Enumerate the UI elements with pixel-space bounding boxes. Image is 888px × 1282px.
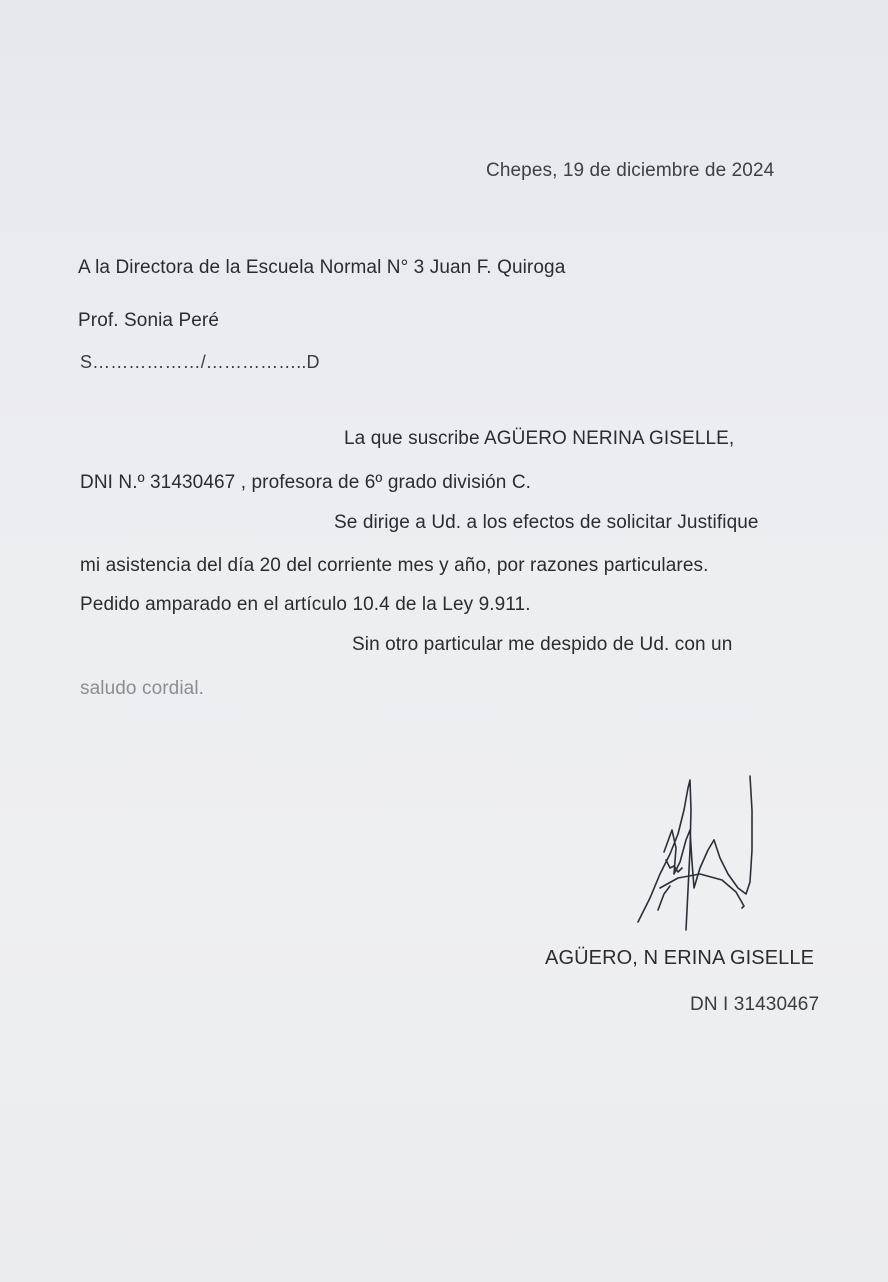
closing-line-2: saludo cordial. (80, 678, 205, 699)
signature-name: AGÜERO, N ERINA GISELLE (545, 947, 815, 969)
recipient-line-2: Prof. Sonia Peré (78, 310, 220, 331)
body-paragraph-2-line-1: Se dirige a Ud. a los efectos de solicitar Justifique (334, 512, 759, 533)
body-paragraph-1-line-2: DNI N.º 31430467 , profesora de 6º grado división C. (80, 472, 532, 493)
body-paragraph-2-line-2: mi asistencia del día 20 del corriente mes y año, por razones particulares. (80, 555, 709, 576)
recipient-line-3: S………………/……………..D (80, 352, 320, 372)
date-line: Chepes, 19 de diciembre de 2024 (486, 160, 775, 181)
body-paragraph-1-line-1: La que suscribe AGÜERO NERINA GISELLE, (344, 428, 735, 449)
recipient-line-1: A la Directora de la Escuela Normal N° 3 Juan F. Quiroga (78, 257, 566, 278)
body-paragraph-2-line-3: Pedido amparado en el artículo 10.4 de la Ley 9.911. (80, 594, 531, 615)
signature-dni: DN I 31430467 (690, 994, 820, 1015)
closing-line-1: Sin otro particular me despido de Ud. con un (352, 634, 733, 655)
handwritten-signature (630, 770, 770, 940)
